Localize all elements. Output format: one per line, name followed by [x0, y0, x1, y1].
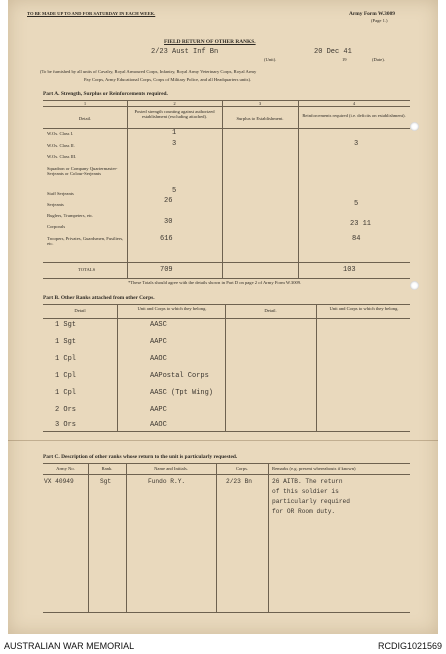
remarks-line: particularly required	[272, 498, 350, 505]
attached-unit: AASC (Tpt Wing)	[150, 389, 214, 397]
rule	[43, 128, 410, 129]
col-header-unit: Unit and Corps to which they belong.	[137, 306, 207, 311]
totals-label: TOTALS	[78, 267, 96, 272]
attached-detail: 1 Cpl	[55, 389, 77, 397]
attached-detail: 2 Ors	[55, 406, 77, 414]
part-a-heading: Part A. Strength, Surplus or Reinforcements required.	[43, 91, 168, 97]
attached-unit: AAOC	[150, 421, 167, 429]
reinforcements-value: 84	[352, 235, 361, 243]
col-divider	[225, 304, 226, 431]
attached-detail: 1 Cpl	[55, 355, 77, 363]
rule	[43, 318, 410, 319]
total-reinforcements: 103	[343, 266, 356, 274]
remarks-line: of this soldier is	[272, 488, 339, 495]
posted-value: 26	[164, 197, 173, 205]
posted-value: 3	[172, 140, 177, 148]
rule	[43, 463, 410, 464]
row-label: W.Os. Class I.	[47, 131, 74, 136]
year-prefix: 19	[342, 57, 347, 62]
col-header-corps: Corps.	[235, 466, 249, 471]
rank-value: Sgt	[100, 478, 112, 485]
col-divider	[268, 463, 269, 612]
row-label: Corporals	[47, 224, 66, 229]
posted-value: 5	[172, 187, 177, 195]
remarks-line: for OR Room duty.	[272, 508, 336, 515]
corps-value: 2/23 Bn	[226, 478, 252, 485]
col-divider	[222, 100, 223, 278]
unit-label: (Unit).	[264, 57, 277, 62]
rule	[43, 262, 410, 263]
totals-footnote: *These Totals should agree with the details shown in Part D on page 2 of Army Form W.3009.	[128, 280, 302, 285]
unit-value: 2/23 Aust Inf Bn	[151, 48, 219, 56]
rule	[43, 304, 410, 305]
reinforcements-value: 5	[354, 200, 359, 208]
attached-unit: AAPostal Corps	[150, 372, 209, 380]
reinforcements-value: 3	[354, 140, 359, 148]
weekly-instruction: TO BE MADE UP TO AND FOR SATURDAY IN EACH WEEK.	[27, 11, 156, 16]
col-header-detail-2: Detail.	[264, 308, 277, 313]
attached-detail: 1 Sgt	[55, 338, 77, 346]
part-b-heading: Part B. Other Ranks attached from other Corps.	[43, 295, 155, 301]
col-divider	[126, 463, 127, 612]
col-header-army-no: Army No.	[56, 466, 75, 471]
row-label: Buglers, Trumpeters, etc.	[47, 213, 94, 218]
row-label: W.Os. Class II.	[47, 143, 75, 148]
rule	[43, 612, 410, 613]
col-divider	[316, 304, 317, 431]
col-header-detail: Detail	[74, 308, 86, 313]
fold-crease	[8, 440, 438, 441]
form-number: Army Form W.3009	[349, 11, 395, 17]
reinforcements-value: 23 11	[350, 220, 372, 228]
date-label: (Date).	[372, 57, 385, 62]
row-label: Serjeants	[47, 202, 64, 207]
posted-value: 30	[164, 218, 173, 226]
col-divider	[117, 304, 118, 431]
col-header-surplus: Surplus to Establishment.	[236, 116, 284, 121]
remarks-line: 26 AITB. The return	[272, 478, 343, 485]
col-divider	[216, 463, 217, 612]
col-divider	[127, 100, 128, 278]
col-header-posted: Posted strength counting against authorized establishment (excluding attached).	[134, 109, 215, 120]
col-number: 4	[352, 101, 356, 106]
attached-detail: 1 Cpl	[55, 372, 77, 380]
army-number: VX 40949	[44, 478, 74, 485]
form-title: FIELD RETURN OF OTHER RANKS.	[164, 39, 256, 45]
posted-value: 616	[160, 235, 173, 243]
part-c-heading: Part C. Description of other ranks whose return to the unit is particularly requested.	[43, 454, 238, 460]
rule	[43, 431, 410, 432]
col-number: 1	[83, 101, 87, 106]
date-value: 20 Dec 41	[314, 48, 352, 56]
total-posted: 709	[160, 266, 173, 274]
archive-name: AUSTRALIAN WAR MEMORIAL	[4, 641, 135, 651]
col-header-rank: Rank.	[101, 466, 113, 471]
instructions-line-2: Pay Corps, Army Educational Corps, Corps of Military Police, and all Headquarters units).	[84, 77, 252, 82]
col-divider	[298, 100, 299, 278]
col-number: 3	[258, 101, 262, 106]
instructions-line-1: (To be furnished by all units of Cavalry, Royal Armoured Corps, Infantry, Royal Army Veterinary Corps, Royal Army	[40, 69, 257, 74]
punch-hole	[410, 122, 419, 131]
row-label: Troopers, Privates, Guardsmen, Fusiliers, etc.	[47, 236, 124, 247]
attached-unit: AAPC	[150, 406, 167, 414]
attached-unit: AAOC	[150, 355, 167, 363]
row-label: Squadron or Company Quartermaster-Serjeants or Colour-Serjeants	[47, 166, 118, 177]
col-header-reinforcements: Reinforcements required (i.e. deficits on establishment).	[302, 113, 406, 118]
col-header-name: Name and Initials.	[154, 466, 188, 471]
attached-detail: 1 Sgt	[55, 321, 77, 329]
attached-unit: AASC	[150, 321, 167, 329]
page-number: (Page 1.)	[371, 18, 388, 23]
col-number: 2	[173, 101, 176, 106]
posted-value: 1	[172, 129, 177, 137]
attached-detail: 3 Ors	[55, 421, 77, 429]
col-header-remarks: Remarks (e.g. present whereabouts if known)	[272, 466, 356, 471]
rule	[43, 474, 410, 475]
col-header-unit-2: Unit and Corps to which they belong.	[329, 306, 399, 311]
attached-unit: AAPC	[150, 338, 167, 346]
row-label: Staff Serjeants	[47, 191, 74, 196]
col-divider	[88, 463, 89, 612]
col-header-detail: Detail.	[78, 116, 92, 121]
rule	[43, 278, 410, 279]
punch-hole	[410, 281, 419, 290]
row-label: W.Os. Class III.	[47, 154, 77, 159]
name-initials: Fundo R.Y.	[148, 478, 186, 485]
archive-reference: RCDIG1021569	[377, 641, 442, 651]
